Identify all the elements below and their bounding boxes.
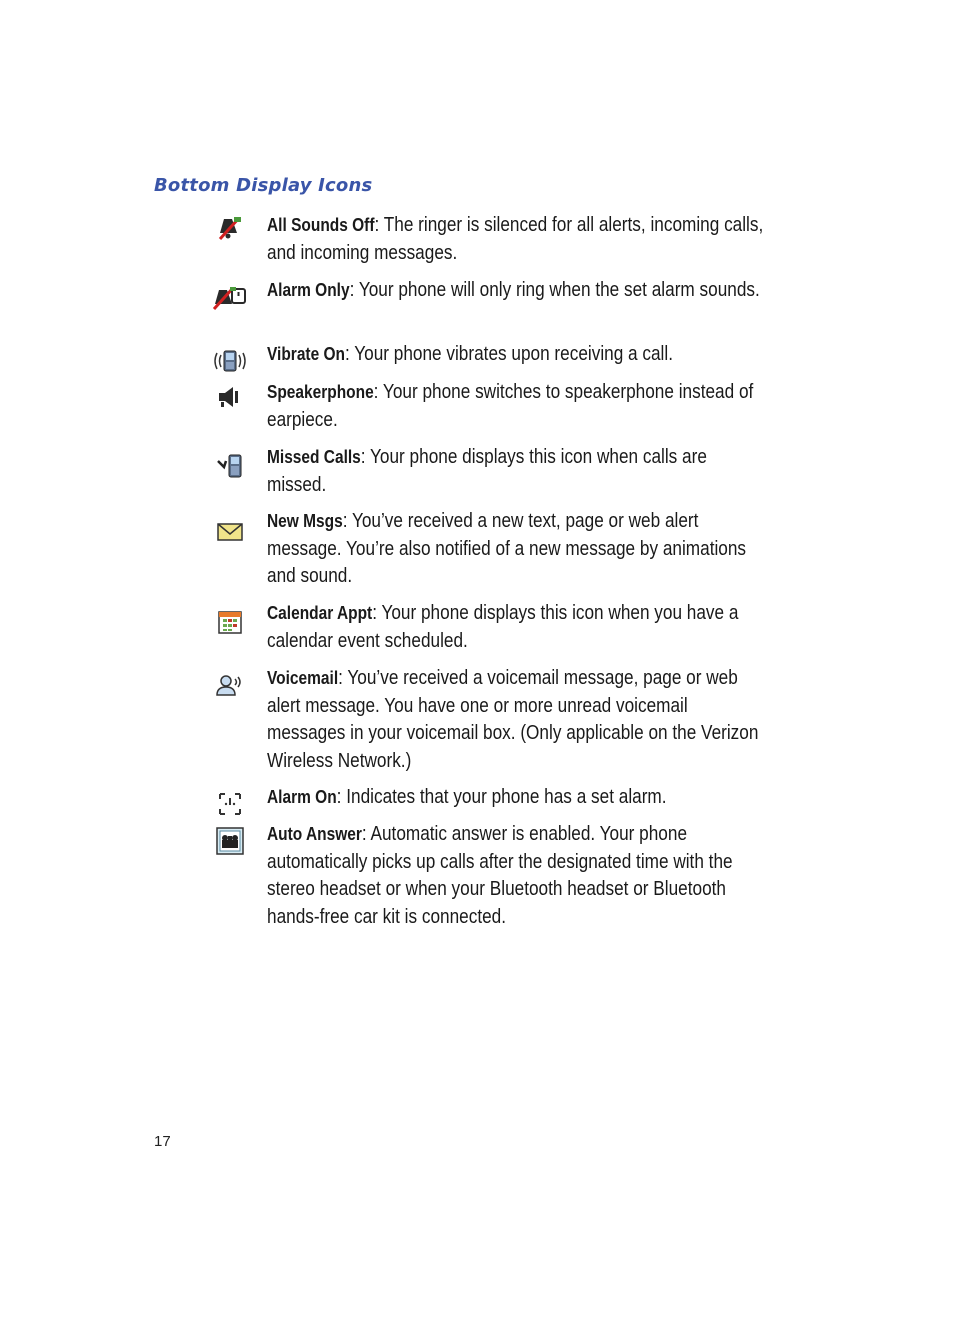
entry-text	[267, 508, 766, 591]
entry-term: Auto Answer	[267, 824, 362, 844]
auto-answer-icon	[210, 827, 250, 855]
entry-description: : Your phone vibrates upon receiving a call.	[345, 343, 673, 365]
entry-term: Speakerphone	[267, 382, 374, 402]
entry-text	[267, 821, 766, 931]
entry-term: Calendar Appt	[267, 603, 373, 623]
entry-description: : Your phone displays this icon when you have a calendar event scheduled.	[267, 602, 739, 652]
entry-term: All Sounds Off	[267, 215, 375, 235]
all-sounds-off-icon	[210, 214, 250, 242]
calendar-appt-icon	[210, 608, 250, 636]
entry-description: : The ringer is silenced for all alerts, incoming calls, and incoming messages.	[267, 214, 764, 264]
missed-calls-icon	[210, 452, 250, 480]
entry-text	[267, 277, 766, 305]
entry-text	[267, 341, 766, 369]
entry-description: : Your phone switches to speakerphone instead of earpiece.	[267, 381, 754, 431]
entry-term: Missed Calls	[267, 447, 361, 467]
entry-description: : You’ve received a new text, page or web alert message. You’re also notified of a new message by animations and sound.	[267, 510, 747, 587]
voicemail-icon	[210, 671, 250, 699]
section-title: Bottom Display Icons	[154, 175, 373, 196]
alarm-only-icon	[210, 283, 250, 311]
entry-description: : Your phone displays this icon when calls are missed.	[267, 446, 707, 496]
entry-text	[267, 600, 766, 655]
page-number: 17	[154, 1133, 171, 1150]
entry-text	[267, 444, 766, 499]
entry-description: : Your phone will only ring when the set alarm sounds.	[349, 279, 760, 301]
entry-text	[267, 784, 766, 812]
speakerphone-icon	[210, 383, 250, 411]
new-msgs-icon	[210, 518, 250, 546]
entry-text	[267, 212, 766, 267]
vibrate-on-icon	[210, 347, 250, 375]
entry-description: : Indicates that your phone has a set alarm.	[336, 786, 667, 808]
entry-term: New Msgs	[267, 511, 343, 531]
entry-text	[267, 665, 766, 775]
alarm-on-icon	[210, 790, 250, 818]
entry-term: Alarm On	[267, 787, 337, 807]
entry-text	[267, 379, 766, 434]
entry-description: : You’ve received a voicemail message, page or web alert message. You have one or more unread voicemail messages in your voicemail box. (Only applicable on the Verizon Wireless Network.)	[267, 667, 759, 772]
entry-term: Alarm Only	[267, 280, 350, 300]
entry-term: Voicemail	[267, 668, 339, 688]
entry-term: Vibrate On	[267, 344, 346, 364]
entry-description: : Automatic answer is enabled. Your phone automatically picks up calls after the designated time with the stereo headset or when your Bluetooth headset or Bluetooth hands-free car kit is connected.	[267, 823, 733, 928]
